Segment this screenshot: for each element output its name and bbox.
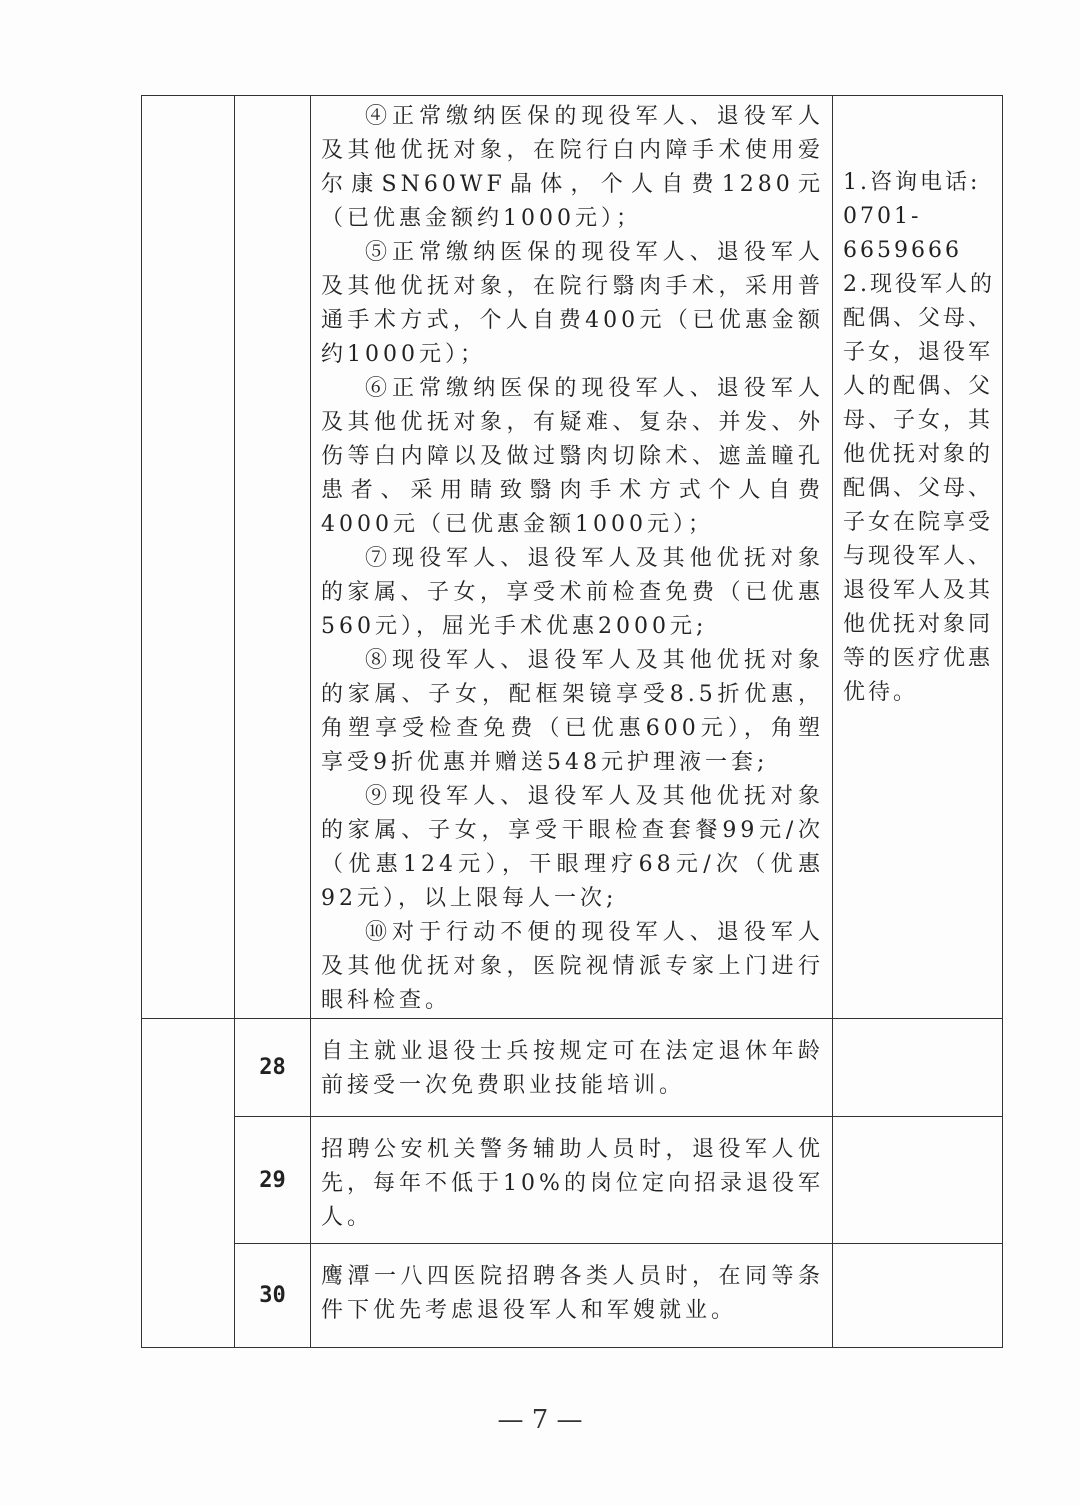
item-text-cell <box>311 1019 833 1117</box>
category-cell-empty <box>142 96 235 1019</box>
benefit-item-10: ⑩对于行动不便的现役军人、退役军人及其他优抚对象，医院视情派专家上门进行眼科检查。 <box>321 920 824 1013</box>
benefit-item-8: ⑧现役军人、退役军人及其他优抚对象的家属、子女，配框架镜享受8.5折优惠，角塑享受检查免费（已优惠600元），角塑享受9折优惠并赠送548元护理液一套; <box>321 648 824 775</box>
table-row <box>142 1117 1003 1244</box>
table-row-continuation <box>142 96 1003 1019</box>
policy-table <box>141 95 1003 1348</box>
item-text-cell <box>311 1117 833 1244</box>
benefit-item-5: ⑤正常缴纳医保的现役军人、退役军人及其他优抚对象，在院行翳肉手术，采用普通手术方式，个人自费400元（已优惠金额约1000元）； <box>321 240 824 367</box>
benefit-item-6: ⑥正常缴纳医保的现役军人、退役军人及其他优抚对象，有疑难、复杂、并发、外伤等白内障以及做过翳肉切除术、遮盖瞳孔患者、采用睛致翳肉手术方式个人自费4000元（已优惠金额1000元）； <box>321 376 824 537</box>
remarks-cell-empty <box>833 1244 1003 1348</box>
remark-phone-label: 1.咨询电话: <box>843 170 981 195</box>
remark-phone-number: 0701-6659666 <box>843 204 962 263</box>
category-cell-empty <box>142 1019 235 1348</box>
remarks-cell-empty <box>833 1019 1003 1117</box>
item-text: 自主就业退役士兵按规定可在法定退休年龄前接受一次免费职业技能培训。 <box>321 1039 824 1098</box>
remark-family-benefit: 2.现役军人的配偶、父母、子女，退役军人的配偶、父母、子女，其他优抚对象的配偶、父母、子女在院享受与现役军人、退役军人及其他优抚对象同等的医疗优惠优待。 <box>843 272 995 705</box>
table-row <box>142 1019 1003 1117</box>
item-number: 28 <box>235 1019 311 1117</box>
table-row <box>142 1244 1003 1348</box>
benefit-item-9: ⑨现役军人、退役军人及其他优抚对象的家属、子女，享受干眼检查套餐99元/次（优惠124元），干眼理疗68元/次（优惠92元），以上限每人一次; <box>321 784 824 911</box>
remarks-cell-empty <box>833 1117 1003 1244</box>
item-text: 鹰潭一八四医院招聘各类人员时，在同等条件下优先考虑退役军人和军嫂就业。 <box>321 1264 824 1323</box>
item-text: 招聘公安机关警务辅助人员时，退役军人优先，每年不低于10%的岗位定向招录退役军人。 <box>321 1137 824 1230</box>
page-number: — 7 — <box>497 1405 583 1435</box>
remarks-cell <box>833 96 1003 1019</box>
item-number: 29 <box>235 1117 311 1244</box>
benefit-content-cell <box>311 96 833 1019</box>
item-text-cell <box>311 1244 833 1348</box>
item-number: 30 <box>235 1244 311 1348</box>
benefit-item-7: ⑦现役军人、退役军人及其他优抚对象的家属、子女，享受术前检查免费（已优惠560元），屈光手术优惠2000元; <box>321 546 824 639</box>
number-cell-empty <box>235 96 311 1019</box>
benefit-item-4: ④正常缴纳医保的现役军人、退役军人及其他优抚对象，在院行白内障手术使用爱尔康SN60WF晶体，个人自费1280元（已优惠金额约1000元）； <box>321 104 824 231</box>
